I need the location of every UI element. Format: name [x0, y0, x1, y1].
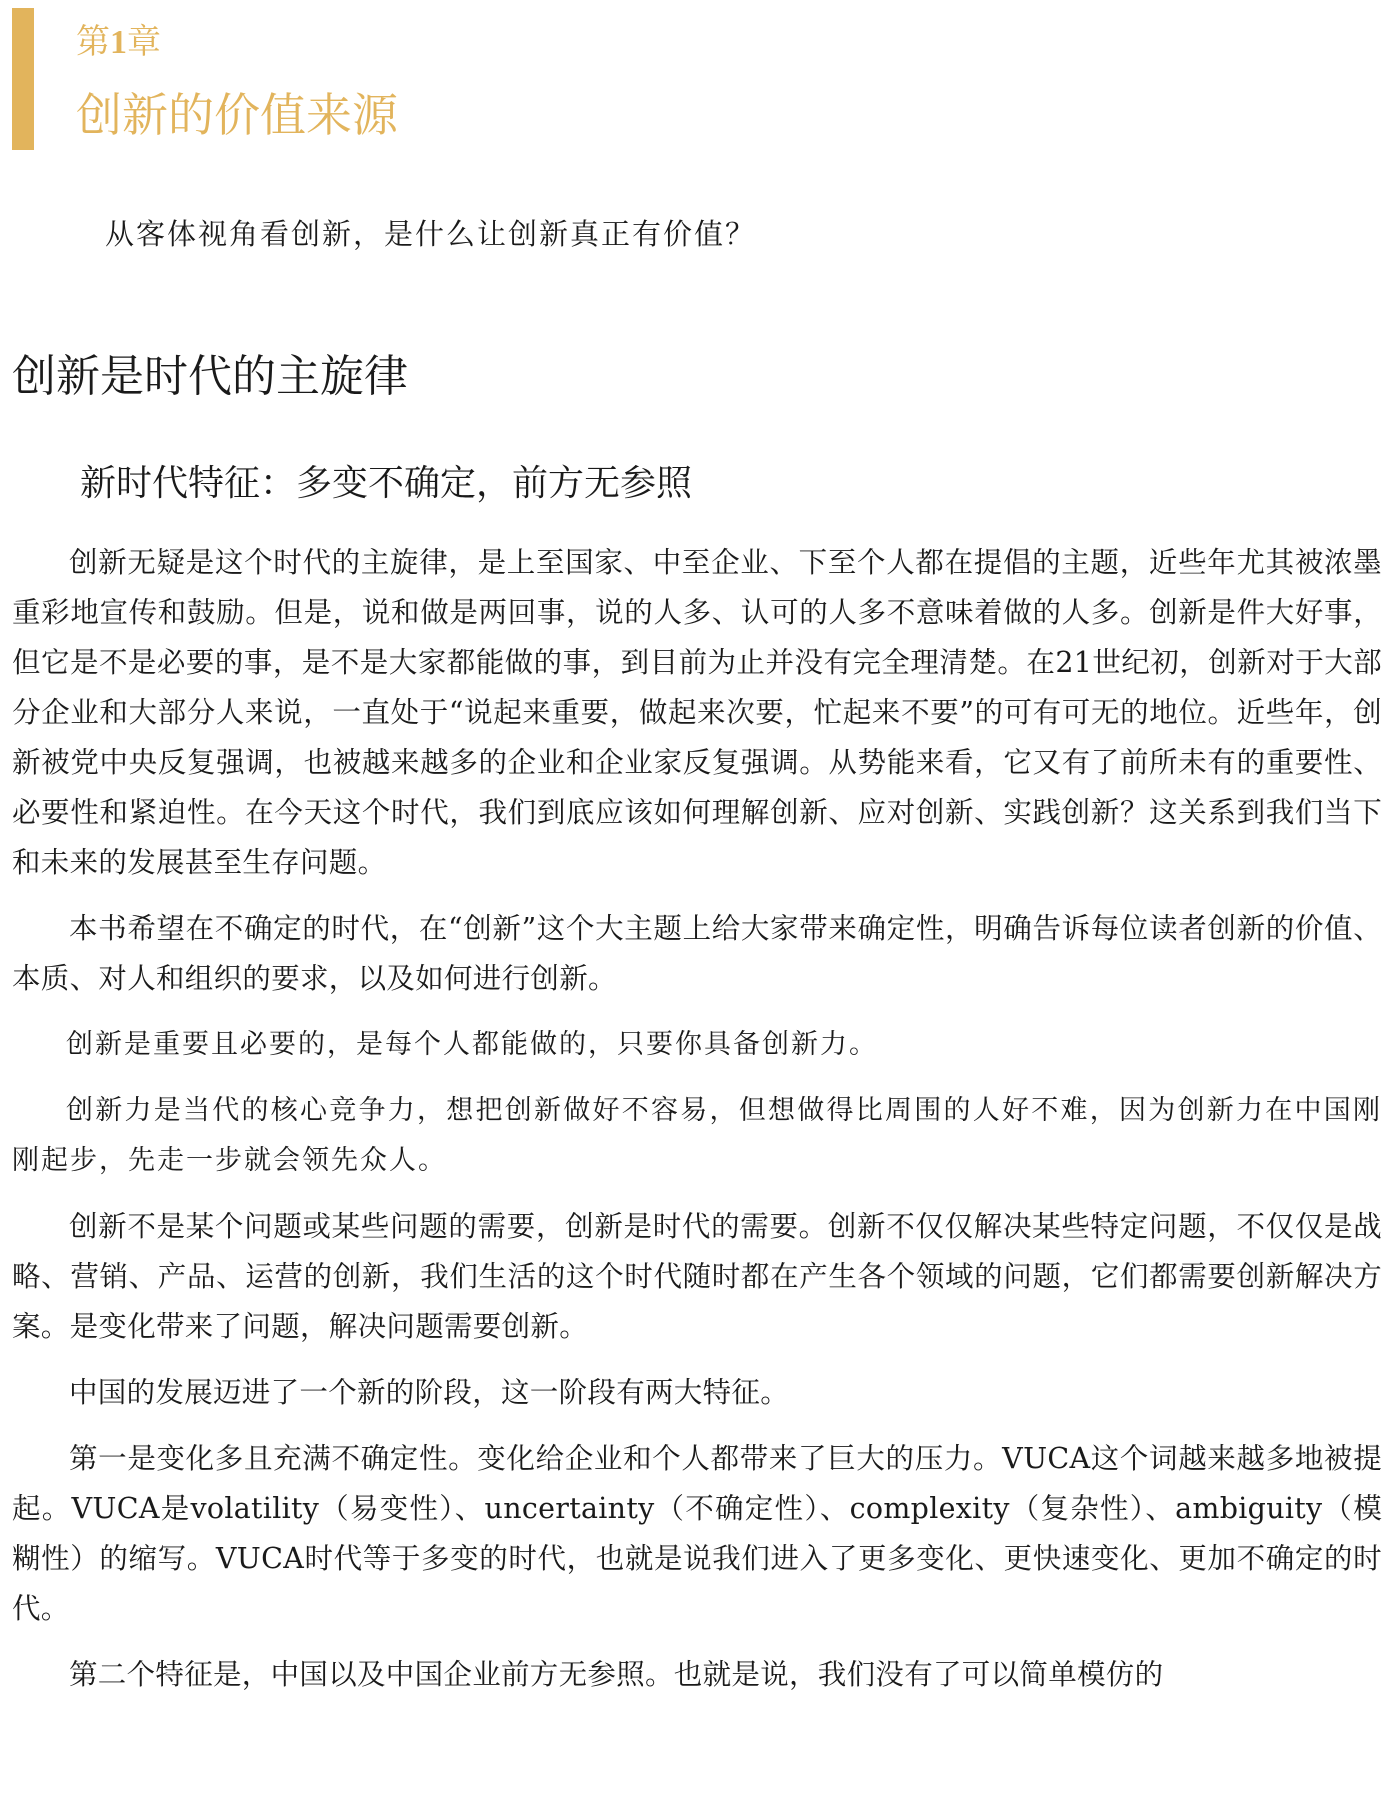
subsection-title: 新时代特征：多变不确定，前方无参照 [80, 463, 693, 504]
paragraph-4: 创新力是当代的核心竞争力，想把创新做好不容易，但想做得比周围的人好不难，因为创新力在中国刚刚起步，先走一步就会领先众人。 [12, 1095, 1382, 1176]
paragraph-1: 创新无疑是这个时代的主旋律，是上至国家、中至企业、下至个人都在提倡的主题，近些年尤其被浓墨重彩地宣传和鼓励。但是，说和做是两回事，说的人多、认可的人多不意味着做的人多。创新是件大好事，但它是不是必要的事，是不是大家都能做的事，到目前为止并没有完全理清楚。在21世纪初，创新对于大部分企业和大部分人来说，一直处于“说起来重要，做起来次要，忙起来不要”的可有可无的地位。近些年，创新被党中央反复强调，也被越来越多的企业和企业家反复强调。从势能来看，它又有了前所未有的重要性、必要性和紧迫性。在今天这个时代，我们到底应该如何理解创新、应对创新、实践创新？这关系到我们当下和未来的发展甚至生存问题。 [12, 546, 1382, 879]
chapter-label-suffix: 章 [127, 22, 161, 62]
paragraph-7: 第一是变化多且充满不确定性。变化给企业和个人都带来了巨大的压力。VUCA这个词越来越多地被提起。VUCA是volatility（易变性）、uncertainty（不确定性）、complexity（复杂性）、ambiguity（模糊性）的缩写。VUCA时代等于多变的时代，也就是说我们进入了更多变化、更快速变化、更加不确定的时代。 [12, 1442, 1382, 1625]
section-title: 创新是时代的主旋律 [12, 351, 408, 402]
chapter-title: 创新的价值来源 [76, 88, 398, 142]
chapter-header [12, 8, 712, 150]
chapter-number: 1 [110, 24, 127, 61]
paragraph-8: 第二个特征是，中国以及中国企业前方无参照。也就是说，我们没有了可以简单模仿的 [69, 1658, 1164, 1691]
paragraph-5: 创新不是某个问题或某些问题的需要，创新是时代的需要。创新不仅仅解决某些特定问题，不仅仅是战略、营销、产品、运营的创新，我们生活的这个时代随时都在产生各个领域的问题，它们都需要创新解决方案。是变化带来了问题，解决问题需要创新。 [12, 1210, 1382, 1343]
paragraph-2: 本书希望在不确定的时代，在“创新”这个大主题上给大家带来确定性，明确告诉每位读者创新的价值、本质、对人和组织的要求，以及如何进行创新。 [12, 912, 1382, 995]
paragraph-3: 创新是重要且必要的，是每个人都能做的，只要你具备创新力。 [66, 1029, 878, 1060]
lead-question: 从客体视角看创新，是什么让创新真正有价值？ [105, 217, 757, 251]
chapter-accent-bar [12, 8, 34, 150]
paragraph-6: 中国的发展迈进了一个新的阶段，这一阶段有两大特征。 [69, 1376, 790, 1409]
chapter-label [76, 22, 161, 64]
body-text [12, 538, 1382, 1716]
chapter-label-prefix: 第 [76, 22, 110, 62]
